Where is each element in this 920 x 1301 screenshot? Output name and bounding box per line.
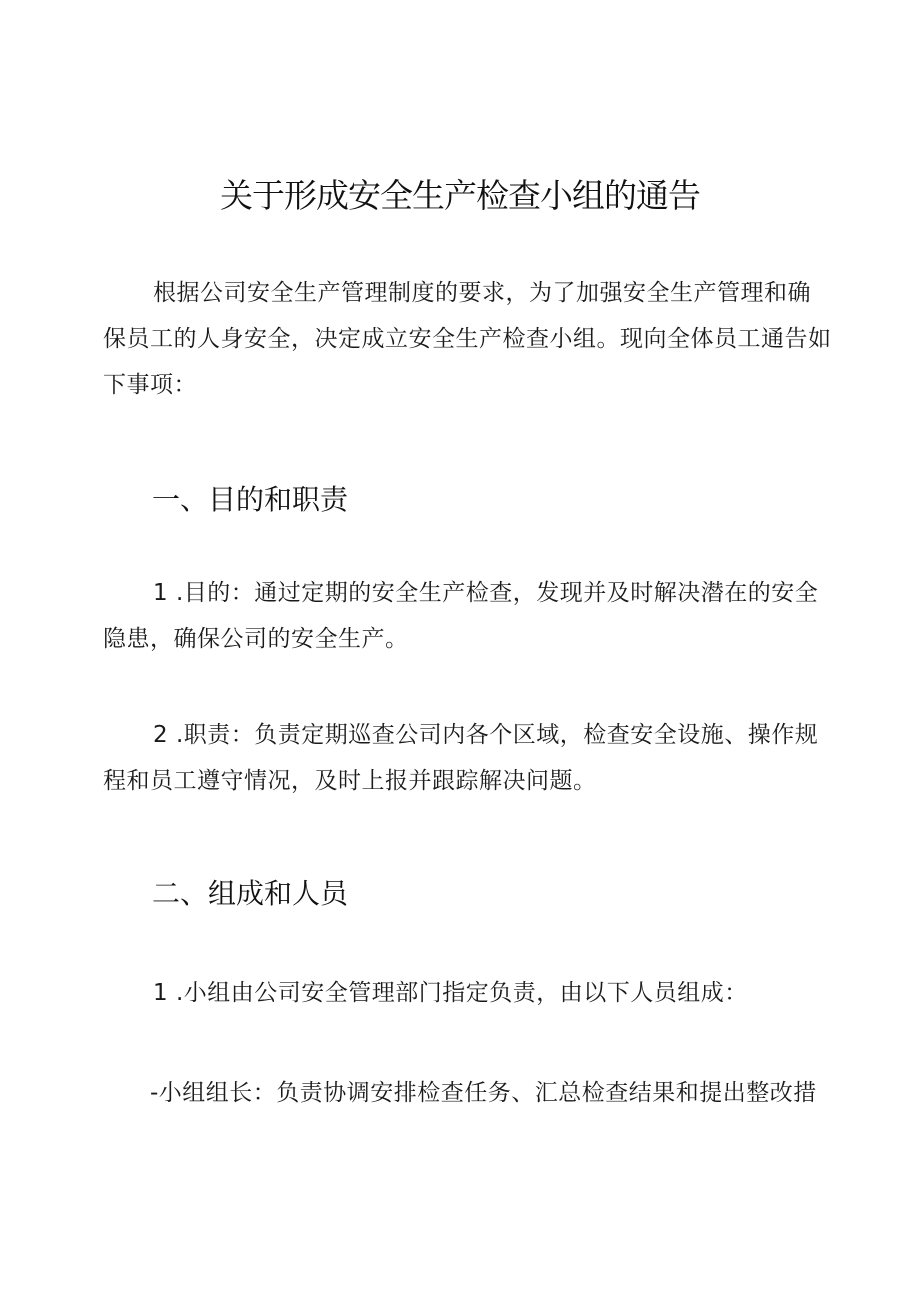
section-2-item-2: -小组组长：负责协调安排检查任务、汇总检查结果和提出整改措	[150, 1080, 817, 1106]
document-title: 关于形成安全生产检查小组的通告	[220, 176, 700, 215]
section-1-heading: 一、目的和职责	[152, 483, 349, 516]
intro-paragraph: 根据公司安全生产管理制度的要求，为了加强安全生产管理和确保员工的人身安全，决定成立安全生产检查小组。现向全体员工通告如下事项：	[103, 280, 832, 398]
section-1-item-1: 1 .目的：通过定期的安全生产检查，发现并及时解决潜在的安全隐患，确保公司的安全生产。	[103, 580, 819, 652]
section-2-item-1: 1 .小组由公司安全管理部门指定负责，由以下人员组成：	[153, 980, 748, 1006]
section-1-item-2: 2 .职责：负责定期巡查公司内各个区域，检查安全设施、操作规程和员工遵守情况，及时上报并跟踪解决问题。	[103, 722, 819, 794]
section-2-heading: 二、组成和人员	[152, 877, 349, 910]
